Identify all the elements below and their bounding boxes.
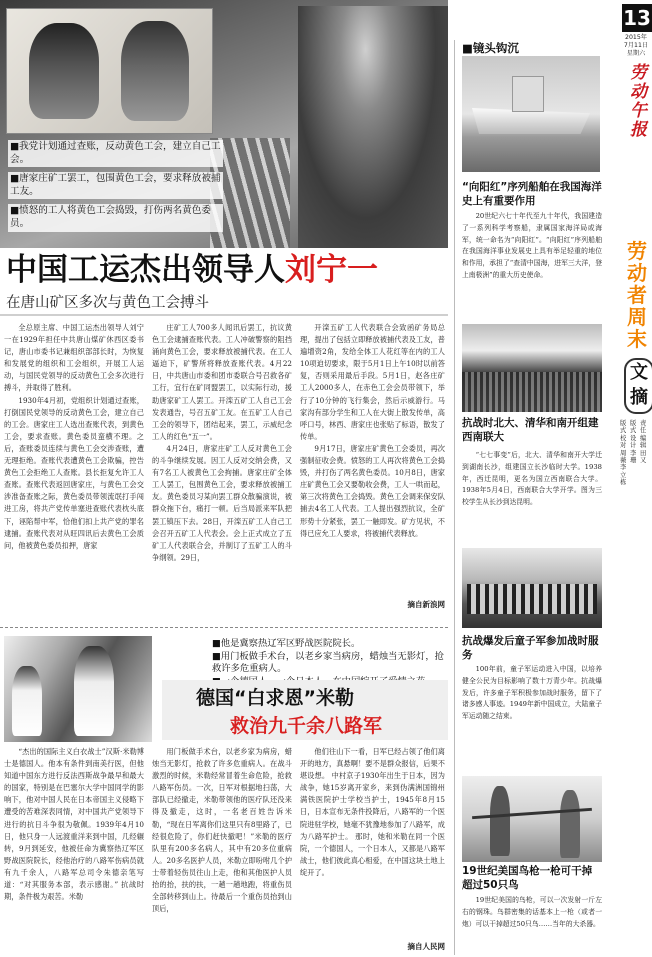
right-item-2-body: “七七事变”后，北大、清华和南开大学迁到湖南长沙，组建国立长沙临时大学。1938年，西迁昆明，更名为国立西南联合大学。1938年5月4日，西南联合大学开学。图为三校学生从长沙到达昆明。 [462,451,602,507]
main-article-col-3: 开滦五矿工人代表联合会致函矿务局总理，提出了包括立即释放被捕代表及工友，普遍增资2角，发给全体工人花红等在内的工人10项迫切要求，限于5月1日上午10时以前答复，否则采用最后手段。5月1日，赵各庄矿工人2000多人，在赤色工会会员带领下，举行了10分钟的飞行集会，然后示威游行。马家沟有部分学生和工人在大街上散发传单，高呼口号，林西、唐家庄也张贴了标语，散发了传单。 9月17日，唐家庄矿黄色工会委员，再次强制征收会费。愤怒的工人再次将黄色工会捣毁，并打伤了两名黄色委员。10月8日，唐家庄矿黄色工会又要勒收会费，工人一哄而起，第三次将黄色工会捣毁。黄色工会调来保安队捕去4名工人代表。工人提出强烈抗议，全矿形势十分紧张，罢工一触即发。矿方见状，不得已应允工人要求，将被捕代表释放。 [300,323,445,538]
main-bullet-3: ■愤怒的工人将黄色工会捣毁，打伤两名黄色委员。 [8,204,223,231]
miller-source: 摘自人民网 [407,942,445,951]
main-title [6,252,446,288]
miller-bullet-2: ■用门板做手术台，以老乡家当病房，蜡烛当无影灯，抢救许多危重病人。 [212,650,444,675]
page-number: 13 [623,6,651,30]
main-source: 摘自新浪网 [407,600,445,609]
vertical-divider [454,40,455,955]
designer-credit: 版式设计 李珊 [630,420,637,465]
right-item-3-title: 抗战爆发后童子军参加战时服务 [462,635,599,661]
portrait-photo-inset [6,8,213,134]
section-name-2: 文摘 [624,358,652,414]
right-item-1-body: 20世纪六七十年代至九十年代，我国建造了一系列科学考察船，隶属国家海洋局或海军，统一命名为“向阳红”。“向阳红”序列船舶在我国海洋事业发展史上具有举足轻重的地位和作用，承担了“查清中国海，进军三大洋，登上南极洲”的重大历史使命。 [462,212,602,279]
main-article-col-2: 庄矿工人700多人闻讯后罢工，抗议黄色工会逮捕查账代表。工人冲破警察的阻挡涌向黄色工会，要求释放被捕代表。在工人逼迫下，矿警所将释放查账代表。4月22日，中共唐山市委和团市委联合号召救各矿工行，宜行在矿同盟罢工，以实际行动，援助唐家矿工人罢工。开滦五矿工人自己工会发表通告，号召五矿工友。在五矿工人自己工会的领导下，团结起来，罢工，示威纪念工人的红色“五一”。 4月24日，唐家庄矿工人反对黄色工会的斗争继续发展。因工人反对交纳会费，又有7名工人被黄色工会拘捕。唐家庄矿全体工人罢工，包围黄色工会，要求释放被捕工友。黄色委员习某向罢工群众散骗演说，被群众拖下台，痛打一顿。后当局派来军队把罢工镇压下去。28日，开滦五矿工人自己工会召开五矿工人代表会。会上正式成立了五矿工人代表联合会，并制订了五矿工人的斗争纲领。29日， [152,323,292,562]
section-name: 劳动者周末 [627,239,647,351]
right-item-3-body: 100年前，童子军运动进入中国，以培养健全公民为目标影响了数十万青少年。抗战爆发后，许多童子军积极参加战时服务，留下了诸多感人事迹。1949年新中国成立，大陆童子军运动随之结束。 [462,665,602,721]
bird-gun-photo [462,776,602,862]
right-item-1-title: “向阳红”序列船舶在我国海洋史上有重要作用 [462,181,602,207]
right-item-2-title: 抗战时北大、清华和南开组建西南联大 [462,417,599,443]
main-bullet-2: ■唐家庄矿工罢工，包围黄色工会，要求释放被捕工友。 [8,172,223,199]
miller-col-1: “杰出的国际主义白衣战士”汉斯·米勒博士是德国人。他本有条件到南美行医，但他知道中国东方进行反法西斯战争最早和最大的国家，特别是在巴塞尔大学中国同学的影响下，他对中国人民在日本帝国主义侵略下遭受的苦难深表同情，对中国共产党领导下进行的抗日斗争很为敬佩。1939年4月10日，他只身一人远渡重洋来到中国，几经辗转，9月到延安，他被任命为冀察热辽军区野战医院院长，经他治疗的八路军伤病员就有九千余人，八路军总司令朱德亲笔写道：“对其服务本部，表示感谢。” 抗战时期，条件极为艰苦。米勒 [4,747,144,902]
main-article-col-1: 全总原主席、中国工运杰出领导人刘宁一在1929年担任中共唐山煤矿休西区委书记，唐山市委书记兼组织部部长时，为恢复和发展党的组织和工会组织，开展工人运动，与国民党领导的反动黄色工会多次进行搏斗，并取得了胜利。 1930年4月初，党组织计划通过查账，打倒国民党领导的反动黄色工会，建立自己的工会。唐家庄工人选出查账代表，到黄色工会，要求查账。黄色委员蛮横不理。之后，查账委员连续与黄色工会交涉查账，遭无理拒绝。查账代表遭黄色工会欺骗，控告黄色工会拒绝工人查账。县长拒复允许工人查账。查账代表返回唐家庄，与黄色工会交涉准备查账之际，黄色委员带领流氓打手闯进工房，将共产党传单塞进查账代表枕头底下，诬陷帮中军，恰他们扣上共产党的罪名逮捕。查账代表对从旺四讯后去黄色工会质问，他被黄色委员扣押，唐家 [4,323,144,550]
miller-col-3: 他们往山下一看，日军已经占领了他们离开的地方，真悬啊！要不是群众报信，后果不堪设想。 中村京子1930年出生于日本，因为战争，她15岁离开家乡，来到伪满洲国锦州满铁医院护士学校当护士，1945年8月15日，日本宣布无条件投降后，八路军的一个医院进驻学校，她毫不犹豫地参加了八路军，成为八路军护士。 那时，她和米勒在同一个医院，一个德国人，一个日本人，又都是八路军战士，他们彼此真心相爱，在中国这块土地上绽开了。 [300,747,445,877]
university-photo [462,324,602,412]
ship-photo [462,56,600,172]
speaker-figure [298,6,448,248]
miller-title-2: 救治九千余八路军 [230,715,383,737]
right-item-4-title: 19世纪美国鸟枪一枪可干掉超过50只鸟 [462,865,593,891]
miller-bullet-1: ■他是冀察热辽军区野战医院院长。 [212,638,361,649]
newspaper-logo: 劳动午报 [630,63,647,140]
editor-credit: 责任编辑 田又 [640,420,647,465]
main-title-prefix: 中国工运杰出领导人 [6,252,285,288]
section-divider [0,627,448,634]
scouts-photo [462,548,602,628]
main-title-name: 刘宁一 [285,252,378,288]
main-photo [0,0,448,248]
miller-col-2: 用门板做手术台，以老乡家为病房，蜡烛当无影灯，抢救了许多危重病人。在战斗激烈的时候，米勒经常冒着生命危险，抢救八路军伤员。一次，日军对根据地扫荡，大部队已经撤走，米勒带领他的医疗队还没来得及撤走，这时，一名老百姓告诉米勒，“现在日军离你们这里只有8里路了，已经很危险了，你们赶快撤吧！”米勒的医疗队里有200多名病人，其中有20多位重病人。20多名医护人员，米勒立即吩咐几个护士带着轻伤员往山上走，他和其他医护人员抬的抬，扶的扶，一趟一趟地跑，将重伤员全部转移到山上。待最后一个重伤员抬到山顶后， [152,747,292,914]
main-bullet-1: ■我党计划通过查账，反动黄色工会，建立自己工会。 [8,140,223,167]
page-date: 2015年 7月11日 星期六 [623,34,649,57]
right-item-4-body: 19世纪美国的鸟枪，可以一次发射一斤左右的钢珠。鸟群密集的话基本上一枪（或者一炮）可以干掉超过50只鸟……当年的大杀器。 [462,896,602,928]
miller-title-1: 德国“白求恩”米勒 [196,687,354,709]
title-divider [0,314,448,316]
proof-credit: 版式校对 周薇 李立栋 [620,420,627,487]
main-subtitle: 在唐山矿区多次与黄色工会搏斗 [6,295,209,311]
miller-photo [4,636,152,742]
right-section-title: ■镜头钩沉 [462,41,519,55]
